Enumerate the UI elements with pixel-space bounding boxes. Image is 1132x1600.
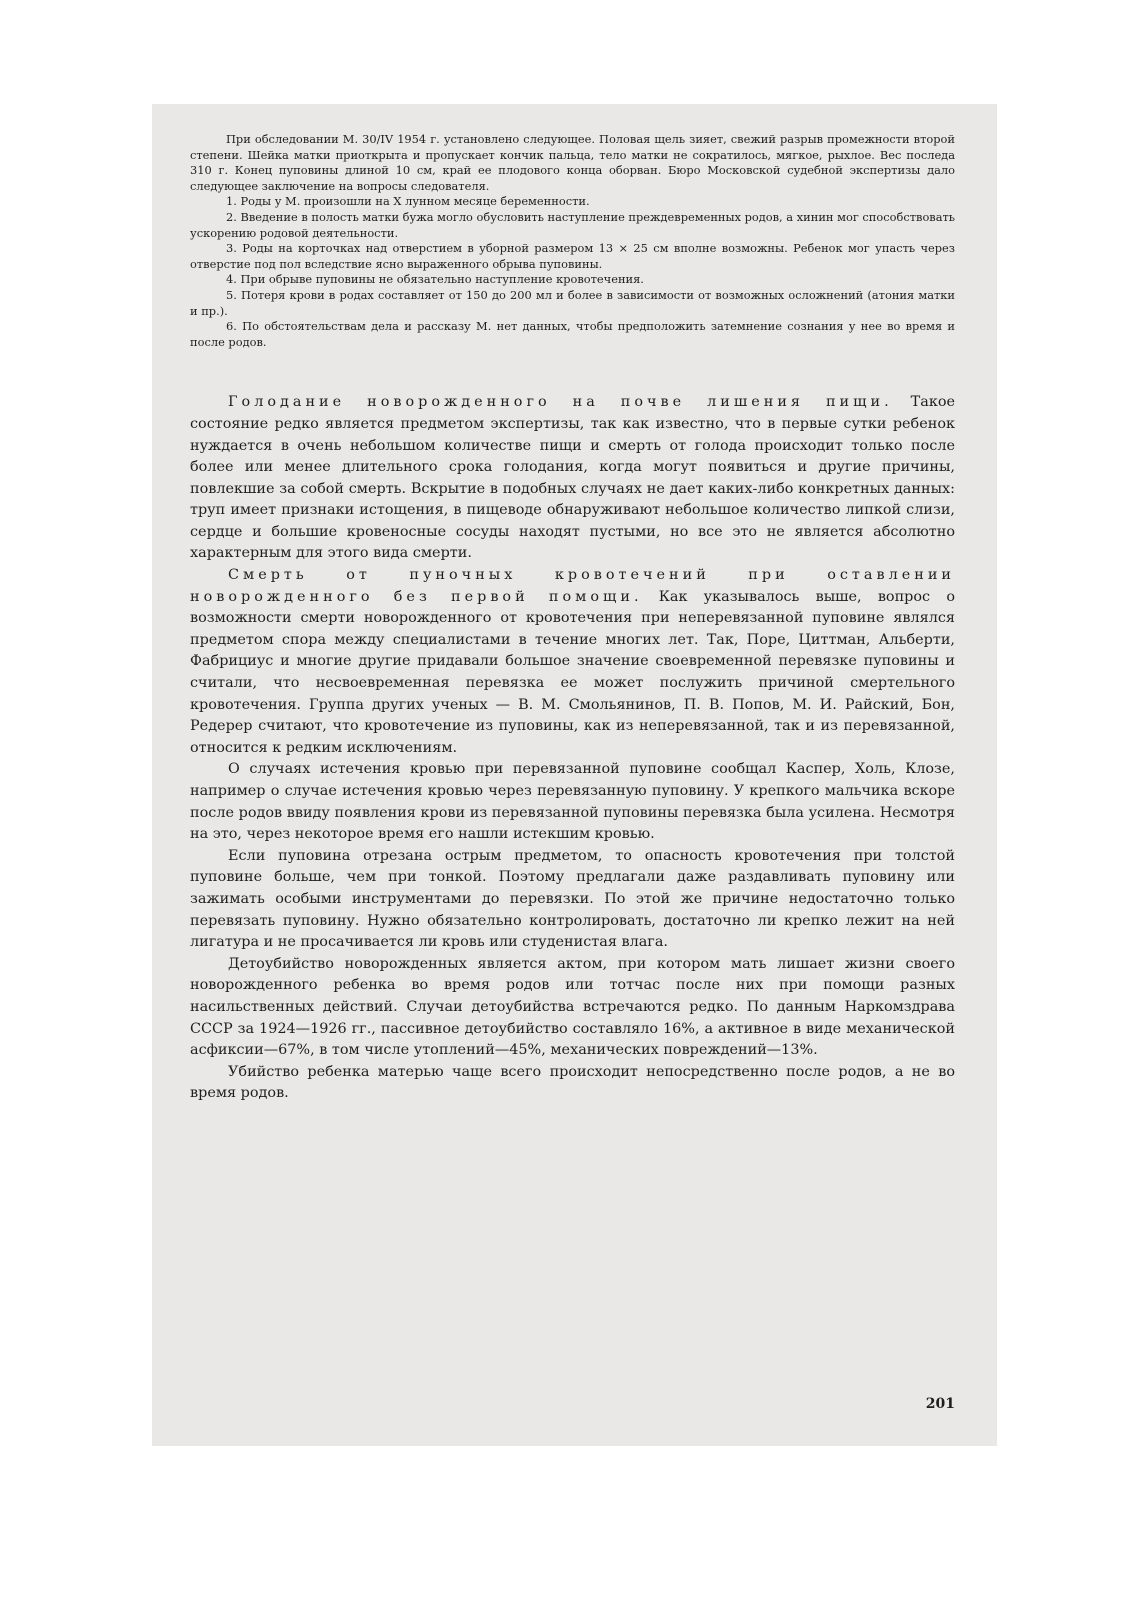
case-findings-block [190,132,955,350]
conclusion-item: 5. Потеря крови в родах составляет от 150 до 200 мл и более в зависимости от возможных осложнений (атония матки и пр.). [190,287,955,318]
bleeding-heading: Смерть от пуночных кровотечений при оставлении новорожденного без первой помощи. [190,567,955,605]
main-text-block [190,392,955,1105]
bleeding-body: Как указывалось выше, вопрос о возможности смерти новорожденного от кровотечения при неперевязанной пуповине являлся предметом спора между специалистами в течение многих лет. Так, Поре, Циттман, Альберти, Фабрициус и многие другие придавали большое значение своевременной перевязке пуповины и считали, что несвоевременная перевязка ее может послужить причиной смертельного кровотечения. Группа других ученых — В. М. Смольянинов, П. В. Попов, М. И. Райский, Бон, Редерер считают, что кровотечение из пуповины, как из неперевязанной, так и из перевязанной, относится к редким исключениям. [190,588,955,756]
starvation-heading: Голодание новорожденного на почве лишения пищи. [228,394,893,411]
starvation-body: Такое состояние редко является предметом экспертизы, так как известно, что в первые сутки ребенок нуждается в очень небольшом количестве пищи и смерть от голода происходит только после более или менее длительного срока голодания, когда могут появиться и другие причины, повлекшие за собой смерть. Вскрытие в подобных случаях не дает каких-либо конкретных данных: труп имеет признаки истощения, в пищеводе обнаруживают небольшое количество липкой слизи, сердце и большие кровеносные сосуды находят пустыми, но все это не является абсолютно характерным для этого вида смерти. [190,394,955,562]
cut-cord-paragraph: Если пуповина отрезана острым предметом, то опасность кровотечения при толстой пуповине больше, чем при тонкой. Поэтому предлагали даже раздавливать пуповину или зажимать особыми инструментами до перевязки. По этой же причине недостаточно только перевязать пуповину. Нужно обязательно контролировать, достаточно ли крепко лежит на ней лигатура и не просачивается ли кровь или студенистая влага. [190,847,955,951]
ligated-cord-paragraph: О случаях истечения кровью при перевязанной пуповине сообщал Каспер, Холь, Клозе, например о случае истечения кровью через перевязанную пуповину. У крепкого мальчика вскоре после родов ввиду появления крови из перевязанной пуповины перевязка была усилена. Несмотря на это, через некоторое время его нашли истекшим кровью. [190,761,955,843]
page-number: 201 [925,1396,955,1412]
case-intro-paragraph: При обследовании М. 30/IV 1954 г. установлено следующее. Половая щель зияет, свежий разрыв промежности второй степени. Шейка матки приоткрыта и пропускает кончик пальца, тело матки не сократилось, мягкое, рыхлое. Вес последа 310 г. Конец пуповины длиной 10 см, край ее плодового конца оборван. Бюро Московской судебной экспертизы дало следующее заключение на вопросы следователя. [190,132,955,193]
book-page [152,104,997,1446]
conclusion-item: 1. Роды у М. произошли на X лунном месяце беременности. [226,194,590,209]
starvation-paragraph [190,392,955,565]
infanticide-paragraph: Детоубийство новорожденных является актом, при котором мать лишает жизни своего новорожденного ребенка во время родов или тотчас после них при помощи разных насильственных действий. Случаи детоубийства встречаются редко. По данным Наркомздрава СССР за 1924—1926 гг., пассивное детоубийство составляло 16%, а активное в виде механической асфиксии—67%, в том числе утоплений—45%, механических повреждений—13%. [190,955,955,1059]
conclusion-item: 3. Роды на корточках над отверстием в уборной размером 13 × 25 см вполне возможны. Ребенок мог упасть через отверстие под пол вследствие ясно выраженного обрыва пуповины. [190,241,955,271]
conclusion-item: 6. По обстоятельствам дела и рассказу М. нет данных, чтобы предположить затемнение сознания у нее во время и после родов. [190,319,955,349]
bleeding-paragraph [190,565,955,759]
conclusion-item: 4. При обрыве пуповины не обязательно наступление кровотечения. [226,272,644,287]
after-birth-paragraph: Убийство ребенка матерью чаще всего происходит непосредственно после родов, а не во время родов. [190,1063,955,1102]
conclusion-item: 2. Введение в полость матки бужа могло обусловить наступление преждевременных родов, а хинин мог способствовать ускорению родовой деятельности. [190,209,956,240]
